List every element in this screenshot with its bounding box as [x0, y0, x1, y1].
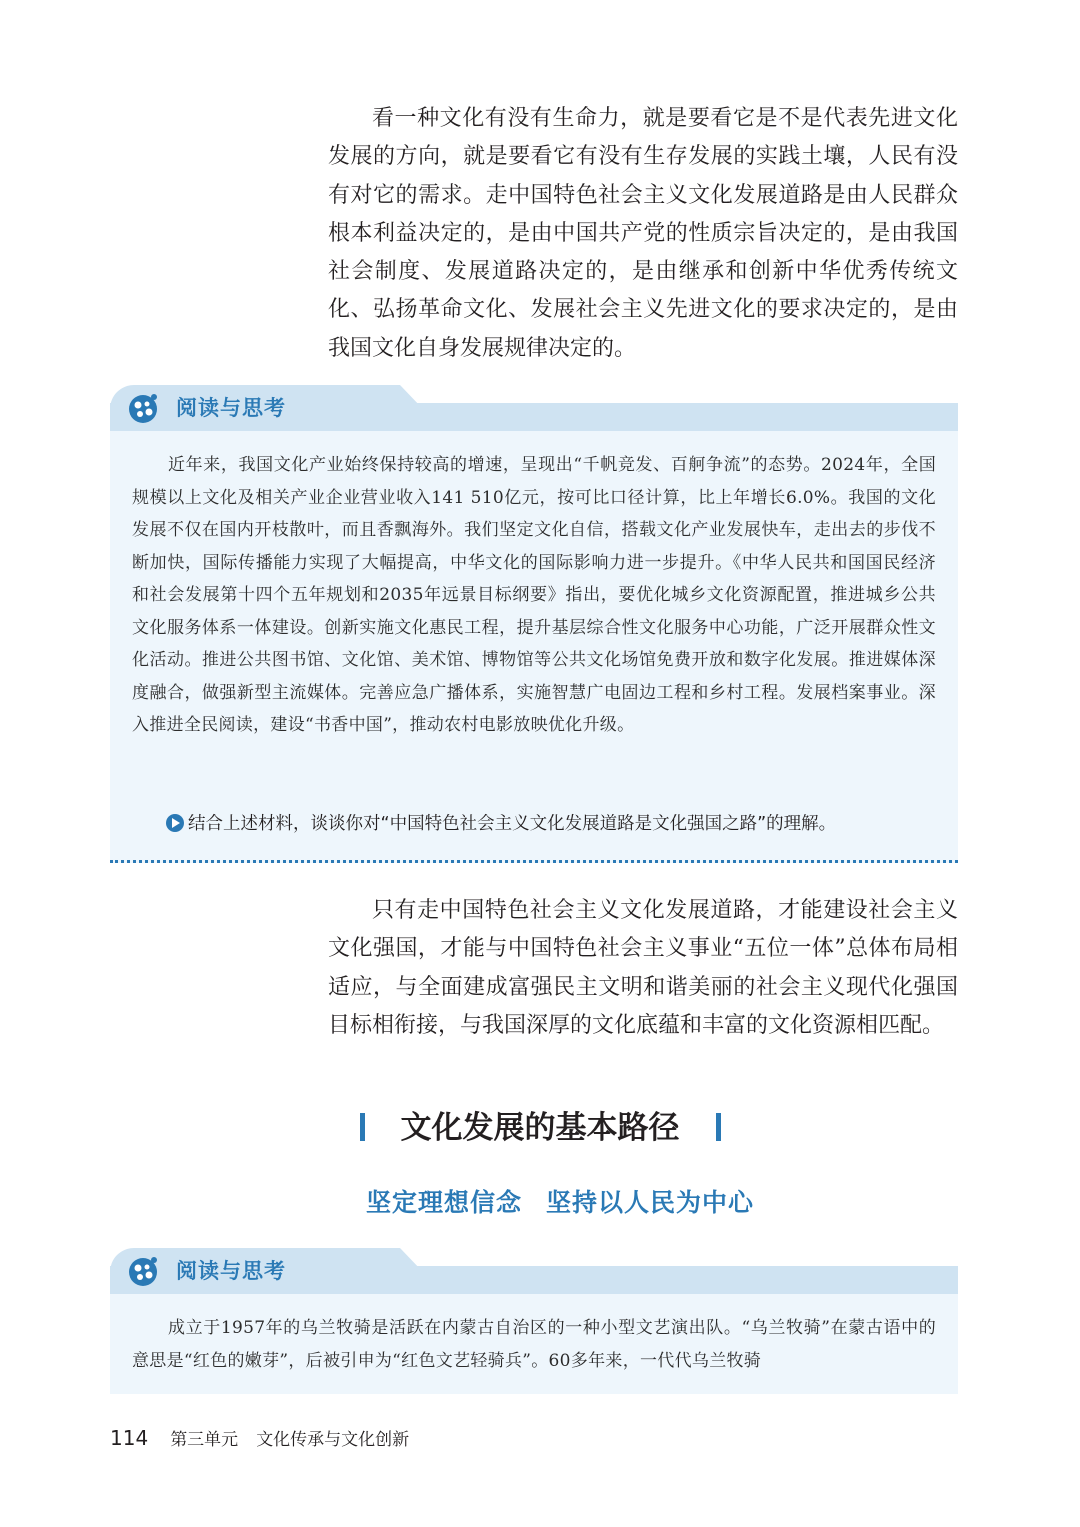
body-paragraph-2: 只有走中国特色社会主义文化发展道路，才能建设社会主义文化强国，才能与中国特色社会主义事业“五位一体”总体布局相适应，与全面建成富强民主文明和谐美丽的社会主义现代化强国目标相衔接，与我国深厚的文化底蕴和丰富的文化资源相匹配。 — [328, 898, 958, 1038]
unit-label: 第三单元 — [170, 1430, 239, 1450]
dotted-divider — [110, 860, 958, 863]
box-text: 成立于1957年的乌兰牧骑是活跃在内蒙古自治区的一种小型文艺演出队。“乌兰牧骑”在蒙古语中的意思是“红色的嫩芽”，后被引申为“红色文艺轻骑兵”。60多年来，一代代乌兰牧骑 — [132, 1318, 936, 1371]
title-bar-left — [360, 1113, 365, 1141]
page-number: 114 — [110, 1426, 149, 1450]
title-bar-right — [716, 1113, 721, 1141]
box-text: 近年来，我国文化产业始终保持较高的增速，呈现出“千帆竞发、百舸争流”的态势。2024年，全国规模以上文化及相关产业企业营业收入141 510亿元，按可比口径计算，比上年增长6.0%。我国的文化发展不仅在国内开枝散叶，而且香飘海外。我们坚定文化自信，搭载文化产业发展快车，走出去的步伐不断加快，国际传播能力实现了大幅提高，中华文化的国际影响力进一步提升。《中华人民共和国国民经济和社会发展第十四个五年规划和2035年远景目标纲要》指出，要优化城乡文化资源配置，推进城乡公共文化服务体系一体建设。创新实施文化惠民工程，提升基层综合性文化服务中心功能，广泛开展群众性文化活动。推进公共图书馆、文化馆、美术馆、博物馆等公共文化场馆免费开放和数字化发展。推进媒体深度融合，做强新型主流媒体。完善应急广播体系，实施智慧广电固边工程和乡村工程。发展档案事业。深入推进全民阅读，建设“书香中国”，推动农村电影放映优化升级。 — [132, 455, 936, 735]
box-title: 阅读与思考 — [176, 396, 286, 420]
unit-title: 文化传承与文化创新 — [256, 1430, 410, 1450]
reading-box-1 — [110, 385, 958, 863]
page-footer — [110, 1425, 427, 1450]
question-prompt: 结合上述材料，谈谈你对“中国特色社会主义文化发展道路是文化强国之路”的理解。 — [166, 810, 836, 835]
reading-think-icon — [126, 391, 160, 425]
box-title: 阅读与思考 — [176, 1259, 286, 1283]
section-title: 文化发展的基本路径 — [0, 1102, 1080, 1147]
reading-box-2 — [110, 1248, 958, 1394]
play-arrow-icon — [166, 814, 184, 832]
body-paragraph-1: 看一种文化有没有生命力，就是要看它是不是代表先进文化发展的方向，就是要看它有没有生存发展的实践土壤，人民有没有对它的需求。走中国特色社会主义文化发展道路是由人民群众根本利益决定的，是由中国共产党的性质宗旨决定的，是由我国社会制度、发展道路决定的，是由继承和创新中华优秀传统文化、弘扬革命文化、发展社会主义先进文化的要求决定的，是由我国文化自身发展规律决定的。 — [328, 106, 958, 361]
subsection-title: 坚定理想信念 坚持以人民为中心 — [365, 1188, 755, 1217]
reading-think-icon — [126, 1254, 160, 1288]
